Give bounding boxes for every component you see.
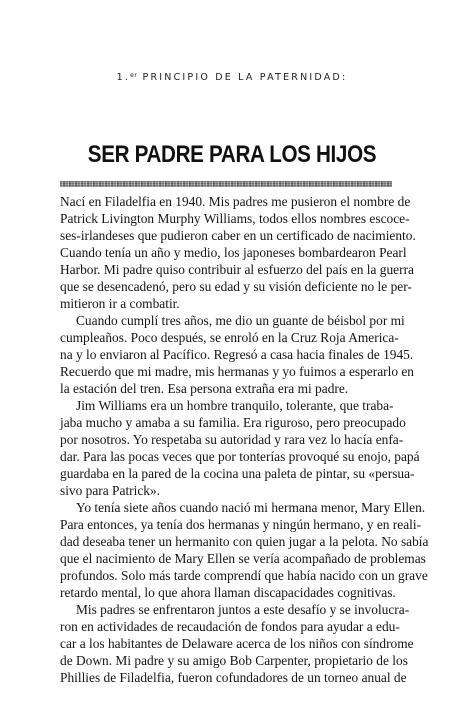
text-line: Phillies de Filadelfia, fueron cofundadores de un torneo anual de — [60, 670, 407, 685]
text-line: Jim Williams era un hombre tranquilo, tolerante, que traba- — [76, 398, 394, 413]
text-line: Cuando tenía un año y medio, los japoneses bombardearon Pearl — [60, 245, 407, 260]
text-line: mitieron ir a combatir. — [60, 296, 180, 311]
text-line: car a los habitantes de Delaware acerca de los niños con síndrome — [60, 636, 414, 651]
text-line: jaba mucho y amaba a su familia. Era riguroso, pero preocupado — [60, 415, 406, 430]
text-line: retardo mental, lo que ahora llaman discapacidades cognitivas. — [60, 585, 396, 600]
text-line: sivo para Patrick». — [60, 483, 161, 498]
text-line: Para entonces, ya tenía dos hermanas y ningún hermano, y en reali- — [60, 517, 422, 532]
chapter-number: 1. — [116, 72, 131, 83]
text-line: Yo tenía siete años cuando nació mi hermana menor, Mary Ellen. — [76, 500, 426, 515]
text-line: Recuerdo que mi madre, mis hermanas y yo fuimos a esperarlo en — [60, 364, 414, 379]
chapter-label-text: PRINCIPIO DE LA PATERNIDAD: — [137, 72, 348, 83]
text-line: dar. Para las pocas veces que por tonterías provoqué su enojo, papá — [60, 449, 420, 464]
text-line: Harbor. Mi padre quiso contribuir al esfuerzo del país en la guerra — [60, 262, 414, 277]
paragraph — [60, 499, 429, 601]
paragraph — [60, 601, 414, 686]
paragraph — [60, 193, 416, 312]
chapter-label — [0, 72, 464, 83]
text-line: que se desencadenó, pero su edad y su visión deficiente no le per- — [60, 279, 412, 294]
text-line: Cuando cumplí tres años, me dio un guante de béisbol por mi — [76, 313, 405, 328]
text-line: ron en actividades de recaudación de fondos para ayudar a edu- — [60, 619, 400, 634]
chapter-ordinal: er — [130, 72, 138, 79]
body-text — [60, 193, 429, 686]
text-line: na y lo enviaron al Pacífico. Regresó a casa hacia finales de 1945. — [60, 347, 414, 362]
text-line: cumpleaños. Poco después, se enroló en la Cruz Roja America- — [60, 330, 399, 345]
text-line: la estación del tren. Esa persona extraña era mi padre. — [60, 381, 349, 396]
paragraph — [60, 312, 414, 397]
text-line: dad deseaba tener un hermanito con quien jugar a la pelota. No sabía — [60, 534, 429, 549]
text-line: Mis padres se enfrentaron juntos a este desafío y se involucra- — [76, 602, 410, 617]
text-line: Nací en Filadelfia en 1940. Mis padres me pusieron el nombre de — [60, 194, 411, 209]
text-line: Patrick Livington Murphy Williams, todos ellos nombres escoce- — [60, 211, 410, 226]
chapter-title: SER PADRE PARA LOS HIJOS — [87, 141, 377, 168]
text-line: profundos. Solo más tarde comprendí que había nacido con un grave — [60, 568, 428, 583]
text-line: guardaba en la pared de la cocina una paleta de pintar, su «persua- — [60, 466, 415, 481]
text-line: por nosotros. Yo respetaba su autoridad y rara vez lo hacía enfa- — [60, 432, 404, 447]
text-line: que el nacimiento de Mary Ellen se vería acompañado de problemas — [60, 551, 426, 566]
text-line: de Down. Mi padre y su amigo Bob Carpenter, propietario de los — [60, 653, 408, 668]
paragraph — [60, 397, 420, 499]
text-line: ses-irlandeses que pudieron caber en un certificado de nacimiento. — [60, 228, 416, 243]
decorative-rule — [60, 181, 392, 187]
